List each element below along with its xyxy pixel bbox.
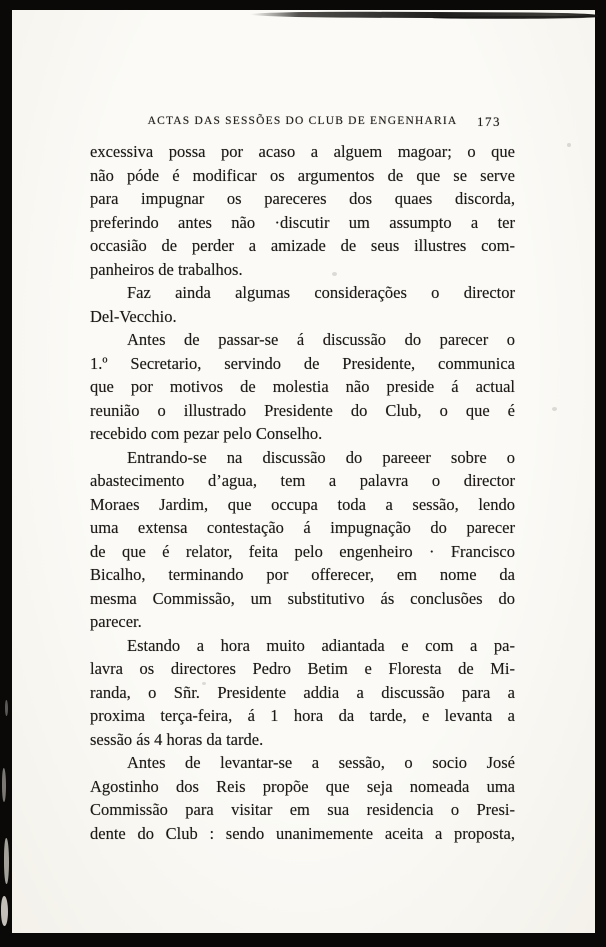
- text-line: Commissão para visitar em sua residencia o Presi-: [90, 800, 515, 819]
- text-line: excessiva possa por acaso a alguem magoar; o que: [90, 142, 515, 161]
- paragraph: [90, 328, 515, 446]
- text-line: Faz ainda algumas considerações o director: [127, 283, 515, 302]
- text-line: Entrando-se na discussão do pareeer sobre o: [127, 447, 515, 467]
- text-line: que por motivos de molestia não preside á actual: [90, 377, 515, 396]
- paper-speck: [552, 407, 557, 411]
- text-line: occasião de perder a amizade de seus illustres com-: [90, 236, 515, 255]
- text-line: lavra os directores Pedro Betim e Floresta de Mi-: [90, 659, 515, 678]
- text-line: para impugnar os pareceres dos quaes discorda,: [90, 189, 515, 208]
- running-head: [90, 115, 515, 133]
- text-line: de que é relator, feita pelo engenheiro · Francisco: [90, 541, 515, 561]
- text-line: Estando a hora muito adiantada e com a pa-: [127, 635, 515, 655]
- text-line: 1.º Secretario, servindo de Presidente, communica: [90, 353, 515, 373]
- scan-edge-artifact: [5, 700, 8, 716]
- text-line: parecer.: [90, 612, 142, 631]
- text-line: dente do Club : sendo unanimemente aceita a proposta,: [90, 823, 515, 843]
- paragraph: [90, 281, 515, 328]
- paragraph: [90, 634, 515, 752]
- text-line: panheiros de trabalhos.: [90, 259, 243, 279]
- paper-speck: [332, 272, 337, 276]
- running-head-title: ACTAS DAS SESSÕES DO CLUB DE ENGENHARIA: [147, 115, 458, 127]
- text-line: randa, o Sñr. Presidente addia a discussão para a: [90, 682, 515, 702]
- paragraph: [90, 140, 515, 281]
- text-line: uma extensa contestação á impugnação do parecer: [90, 518, 515, 537]
- text-line: reunião o illustrado Presidente do Club, o que é: [90, 400, 515, 420]
- text-line: Agostinho dos Reis propõe que seja nomeada uma: [90, 776, 515, 796]
- text-line: sessão ás 4 horas da tarde.: [90, 729, 264, 749]
- scan-edge-artifact: [2, 768, 6, 802]
- paper-speck: [202, 682, 206, 685]
- paragraph: [90, 751, 515, 845]
- text-line: mesma Commissão, um substitutivo ás conclusões do: [90, 588, 515, 608]
- scan-smudge-artifact: [432, 16, 597, 20]
- text-line: Moraes Jardim, que occupa toda a sessão, lendo: [90, 494, 515, 514]
- text-line: Antes de passar-se á discussão do parecer o: [127, 330, 515, 349]
- text-line: recebido com pezar pelo Conselho.: [90, 424, 323, 443]
- page-number: 173: [477, 114, 501, 129]
- body-text: [90, 140, 515, 845]
- text-line: não póde é modificar os argumentos de que se serve: [90, 165, 515, 185]
- text-line: proxima terça-feira, á 1 hora da tarde, e levanta a: [90, 706, 515, 725]
- scan-edge-artifact: [4, 838, 9, 884]
- text-line: Bicalho, terminando por offerecer, em nome da: [90, 565, 515, 584]
- text-line: abastecimento d’agua, tem a palavra o director: [90, 471, 515, 490]
- text-line: preferindo antes não ·discutir um assumpto a ter: [90, 212, 515, 232]
- scan-edge-artifact: [1, 896, 8, 926]
- paper-speck: [567, 143, 571, 147]
- text-line: Del-Vecchio.: [90, 306, 177, 326]
- book-page: [12, 10, 595, 933]
- text-line: Antes de levantar-se a sessão, o socio José: [127, 753, 515, 772]
- paragraph: [90, 446, 515, 634]
